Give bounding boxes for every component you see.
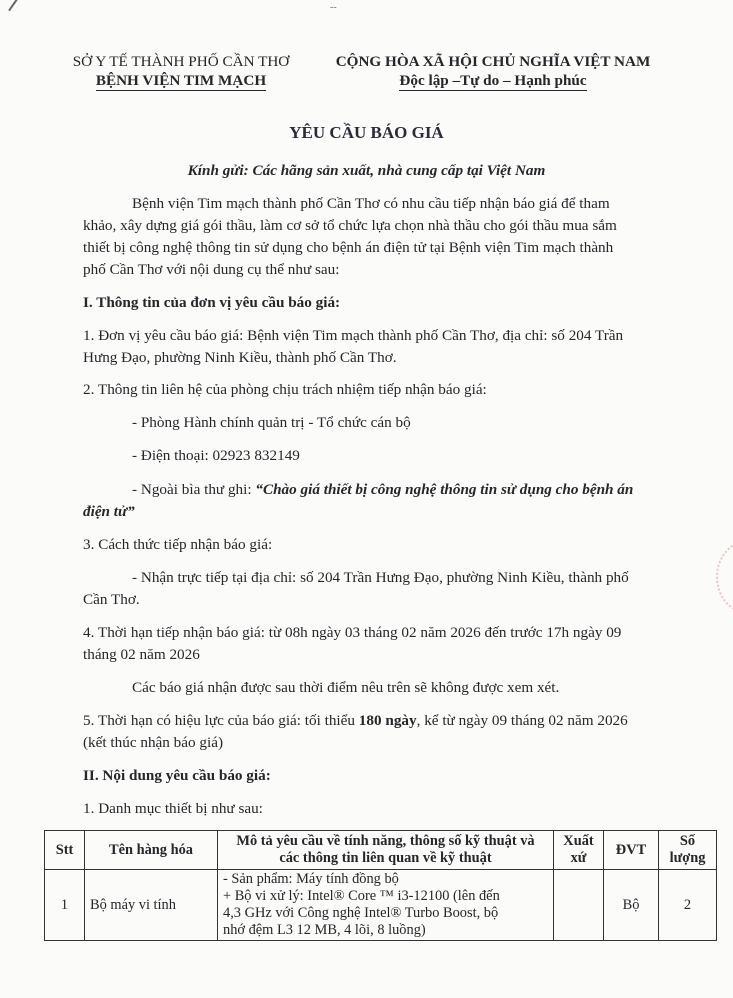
s1-item5-line2: (kết thúc nhận báo giá) [83, 734, 224, 751]
s1-item2: 2. Thông tin liên hệ của phòng chịu trách nhiệm tiếp nhận báo giá: [83, 381, 487, 398]
top-mark: -- [330, 2, 337, 13]
s1-item1-line: Hưng Đạo, phường Ninh Kiều, thành phố Cần Thơ. [83, 349, 397, 366]
cell-qty: 2 [659, 870, 717, 941]
validity-days: 180 ngày [358, 712, 417, 729]
equipment-table [44, 830, 717, 941]
s2-item1: 1. Danh mục thiết bị như sau: [83, 800, 263, 817]
header-left [50, 53, 312, 91]
item5-prefix: 5. Thời hạn có hiệu lực của báo giá: tối thiểu [83, 712, 359, 729]
desc-line: nhớ đệm L3 12 MB, 4 lõi, 8 luồng) [223, 922, 426, 938]
recipient-line: Kính gửi: Các hãng sản xuất, nhà cung cấp tại Việt Nam [187, 162, 546, 179]
intro-line: Bệnh viện Tim mạch thành phố Cần Thơ có nhu cầu tiếp nhận báo giá để tham [132, 195, 610, 212]
desc-line: 4,3 GHz với Công nghệ Intel® Turbo Boost, bộ [223, 905, 499, 921]
table-row [45, 870, 717, 941]
col-header-origin [554, 831, 604, 870]
late-note: Các báo giá nhận được sau thời điểm nêu trên sẽ không được xem xét. [132, 679, 560, 696]
col-header-qty-line: Số [679, 833, 696, 849]
s1-item1-line: 1. Đơn vị yêu cầu báo giá: Bệnh viện Tim mạch thành phố Cần Thơ, địa chỉ: số 204 Trần [83, 327, 624, 344]
envelope-prefix: - Ngoài bìa thư ghi: [132, 481, 256, 498]
phone-line: - Điện thoại: 02923 832149 [132, 447, 300, 464]
col-header-qty-line: lượng [669, 850, 706, 866]
cell-name: Bộ máy vi tính [85, 870, 218, 941]
department-line: - Phòng Hành chính quản trị - Tổ chức cán bộ [132, 414, 411, 431]
s1-item4-line: tháng 02 năm 2026 [83, 646, 200, 663]
col-header-unit: ĐVT [604, 831, 659, 870]
desc-line: + Bộ vi xử lý: Intel® Core ™ i3-12100 (lên đến [223, 888, 500, 904]
cell-origin [554, 870, 604, 941]
table-header-row [45, 831, 717, 870]
col-header-qty [659, 831, 717, 870]
col-header-origin-line: xứ [570, 850, 587, 866]
country-name: CỘNG HÒA XÃ HỘI CHỦ NGHĨA VIỆT NAM [335, 53, 651, 70]
envelope-label-cont: điện tử” [83, 503, 135, 520]
envelope-label: “Chào giá thiết bị công nghệ thông tin sử dụng cho bệnh án [255, 481, 634, 498]
receive-line: - Nhận trực tiếp tại địa chỉ: số 204 Trần Hưng Đạo, phường Ninh Kiều, thành phố [132, 569, 629, 586]
s1-item5-line [83, 712, 628, 730]
s1-item4-line: 4. Thời hạn tiếp nhận báo giá: từ 08h ngày 03 tháng 02 năm 2026 đến trước 17h ngày 09 [83, 624, 622, 641]
col-header-desc-line: các thông tin liên quan về kỹ thuật [279, 850, 492, 866]
motto: Độc lập –Tự do – Hạnh phúc [399, 72, 587, 89]
item5-suffix: , kể từ ngày 09 tháng 02 năm 2026 [416, 712, 628, 729]
desc-line: - Sản phẩm: Máy tính đồng bộ [223, 871, 399, 887]
col-header-desc-line: Mô tả yêu cầu về tính năng, thông số kỹ thuật và [236, 833, 535, 849]
red-stamp-edge [716, 540, 733, 614]
col-header-stt: Stt [45, 831, 85, 870]
col-header-name: Tên hàng hóa [85, 831, 218, 870]
col-header-origin-line: Xuất [563, 833, 594, 849]
receive-line: Cần Thơ. [83, 591, 140, 608]
hospital-name: BỆNH VIỆN TIM MẠCH [95, 72, 267, 89]
section-1-heading: I. Thông tin của đơn vị yêu cầu báo giá: [83, 294, 341, 311]
section-2-heading: II. Nội dung yêu cầu báo giá: [83, 767, 271, 784]
document-title: YÊU CẦU BÁO GIÁ [289, 123, 444, 142]
s1-item3: 3. Cách thức tiếp nhận báo giá: [83, 536, 273, 553]
envelope-line [132, 481, 633, 499]
page-corner-mark [8, 0, 18, 11]
intro-line: thiết bị công nghệ thông tin sử dụng cho bệnh án điện tử tại Bệnh viện Tim mạch thành [83, 239, 614, 256]
ministry-name: SỞ Y TẾ THÀNH PHỐ CẦN THƠ [72, 53, 290, 70]
cell-unit: Bộ [604, 870, 659, 941]
col-header-desc [218, 831, 554, 870]
intro-line: khảo, xây dựng giá gói thầu, làm cơ sở tổ chức lựa chọn nhà thầu cho gói thầu mua sắm [83, 217, 617, 234]
cell-stt: 1 [45, 870, 85, 941]
cell-desc [218, 870, 554, 941]
header-right [318, 53, 668, 91]
intro-line: phố Cần Thơ với nội dung cụ thể như sau: [83, 261, 340, 278]
